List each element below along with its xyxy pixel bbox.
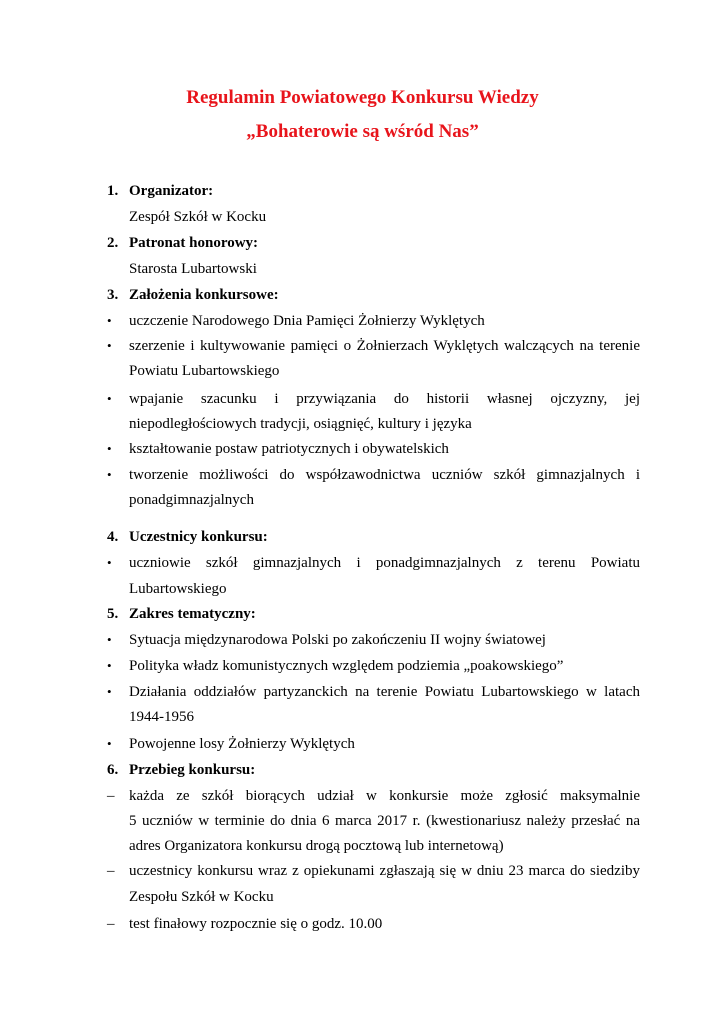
document-subtitle: „Bohaterowie są wśród Nas”	[246, 121, 479, 142]
section-heading-procedure: Przebieg konkursu:	[129, 762, 256, 778]
bullet-icon: •	[107, 338, 112, 353]
section-heading-assumptions: Założenia konkursowe:	[129, 287, 279, 303]
section-heading-participants: Uczestnicy konkursu:	[129, 529, 268, 545]
section-number: 3.	[107, 287, 119, 303]
list-item: szerzenie i kultywowanie pamięci o Żołnierzach Wyklętych walczących na terenie	[129, 338, 640, 354]
list-item: wpajanie szacunku i przywiązania do historii własnej ojczyzny, jej	[129, 391, 640, 407]
list-item-continuation: niepodległościowych tradycji, osiągnięć, kultury i języka	[129, 416, 472, 432]
list-item: uczczenie Narodowego Dnia Pamięci Żołnierzy Wyklętych	[129, 313, 485, 329]
section-number: 5.	[107, 606, 119, 622]
bullet-icon: •	[107, 467, 112, 482]
section-heading-scope: Zakres tematyczny:	[129, 606, 256, 622]
list-item: test finałowy rozpocznie się o godz. 10.00	[129, 916, 383, 932]
bullet-icon: •	[107, 684, 112, 699]
bullet-icon: •	[107, 313, 112, 328]
list-item: Sytuacja międzynarodowa Polski po zakończeniu II wojny światowej	[129, 632, 546, 648]
bullet-icon: •	[107, 632, 112, 647]
section-heading-patronage: Patronat honorowy:	[129, 235, 259, 251]
organizer-text: Zespół Szkół w Kocku	[129, 209, 267, 225]
bullet-icon: •	[107, 736, 112, 751]
list-item: uczestnicy konkursu wraz z opiekunami zgłaszają się w dniu 23 marca do siedziby	[129, 863, 640, 879]
section-heading-organizer: Organizator:	[129, 183, 214, 199]
list-item: uczniowie szkół gimnazjalnych i ponadgimnazjalnych z terenu Powiatu	[129, 555, 640, 571]
list-item: kształtowanie postaw patriotycznych i obywatelskich	[129, 441, 449, 457]
bullet-icon: •	[107, 555, 112, 570]
list-item-continuation: Lubartowskiego	[129, 581, 227, 597]
list-item: każda ze szkół biorących udział w konkursie może zgłosić maksymalnie	[129, 788, 640, 804]
dash-icon: –	[107, 788, 115, 804]
section-number: 1.	[107, 183, 119, 199]
bullet-icon: •	[107, 391, 112, 406]
bullet-icon: •	[107, 441, 112, 456]
section-number: 2.	[107, 235, 119, 251]
document-title: Regulamin Powiatowego Konkursu Wiedzy	[186, 87, 539, 108]
list-item: tworzenie możliwości do współzawodnictwa uczniów szkół gimnazjalnych i	[129, 467, 640, 483]
list-item-continuation: adres Organizatora konkursu drogą pocztową lub internetową)	[129, 838, 504, 854]
list-item: Działania oddziałów partyzanckich na terenie Powiatu Lubartowskiego w latach	[129, 684, 640, 700]
bullet-icon: •	[107, 658, 112, 673]
list-item: Powojenne losy Żołnierzy Wyklętych	[129, 736, 355, 752]
list-item-continuation: 1944-1956	[129, 709, 194, 725]
section-number: 6.	[107, 762, 119, 778]
patronage-text: Starosta Lubartowski	[129, 261, 257, 277]
list-item-continuation: 5 uczniów w terminie do dnia 6 marca 2017 r. (kwestionariusz należy przesłać na	[129, 813, 640, 829]
dash-icon: –	[107, 863, 115, 879]
section-number: 4.	[107, 529, 119, 545]
list-item-continuation: ponadgimnazjalnych	[129, 492, 254, 508]
list-item-continuation: Zespołu Szkół w Kocku	[129, 889, 274, 905]
list-item: Polityka władz komunistycznych względem podziemia „poakowskiego”	[129, 658, 564, 674]
list-item-continuation: Powiatu Lubartowskiego	[129, 363, 280, 379]
dash-icon: –	[107, 916, 115, 932]
